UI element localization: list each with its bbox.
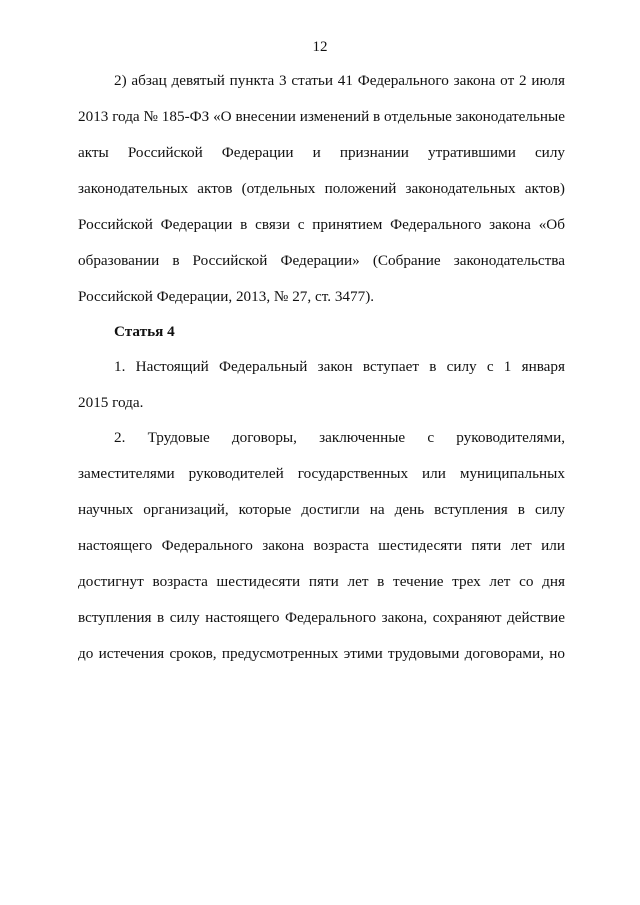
text-line: до истечения сроков, предусмотренных этими трудовыми договорами, но bbox=[78, 645, 565, 662]
text-line: 2) абзац девятый пункта 3 статьи 41 Федерального закона от 2 июля bbox=[114, 72, 565, 89]
text-line: законодательных актов (отдельных положений законодательных актов) bbox=[78, 180, 565, 197]
text-line: достигнут возраста шестидесяти пяти лет в течение трех лет со дня bbox=[78, 573, 565, 590]
text-line: научных организаций, которые достигли на день вступления в силу bbox=[78, 501, 565, 518]
text-line: Российской Федерации в связи с принятием Федерального закона «Об bbox=[78, 216, 565, 233]
text-line: 1. Настоящий Федеральный закон вступает в силу с 1 января bbox=[114, 358, 565, 375]
text-line: 2015 года. bbox=[78, 394, 144, 411]
text-line: образовании в Российской Федерации» (Собрание законодательства bbox=[78, 252, 565, 269]
paragraph-item-2 bbox=[78, 420, 565, 671]
article-heading: Статья 4 bbox=[114, 323, 175, 340]
paragraph-item-1 bbox=[78, 349, 565, 420]
paragraph-amendment-item-2 bbox=[78, 63, 565, 314]
text-line: акты Российской Федерации и признании утратившими силу bbox=[78, 144, 565, 161]
text-line: вступления в силу настоящего Федерального закона, сохраняют действие bbox=[78, 609, 565, 626]
text-line: заместителями руководителей государственных или муниципальных bbox=[78, 465, 565, 482]
text-line: Российской Федерации, 2013, № 27, ст. 3477). bbox=[78, 288, 375, 305]
text-line: настоящего Федерального закона возраста шестидесяти пяти лет или bbox=[78, 537, 565, 554]
page-number: 12 bbox=[312, 39, 328, 55]
text-line: 2. Трудовые договоры, заключенные с руководителями, bbox=[114, 429, 565, 446]
text-line: 2013 года № 185-ФЗ «О внесении изменений в отдельные законодательные bbox=[78, 108, 565, 125]
document-body bbox=[78, 63, 565, 671]
